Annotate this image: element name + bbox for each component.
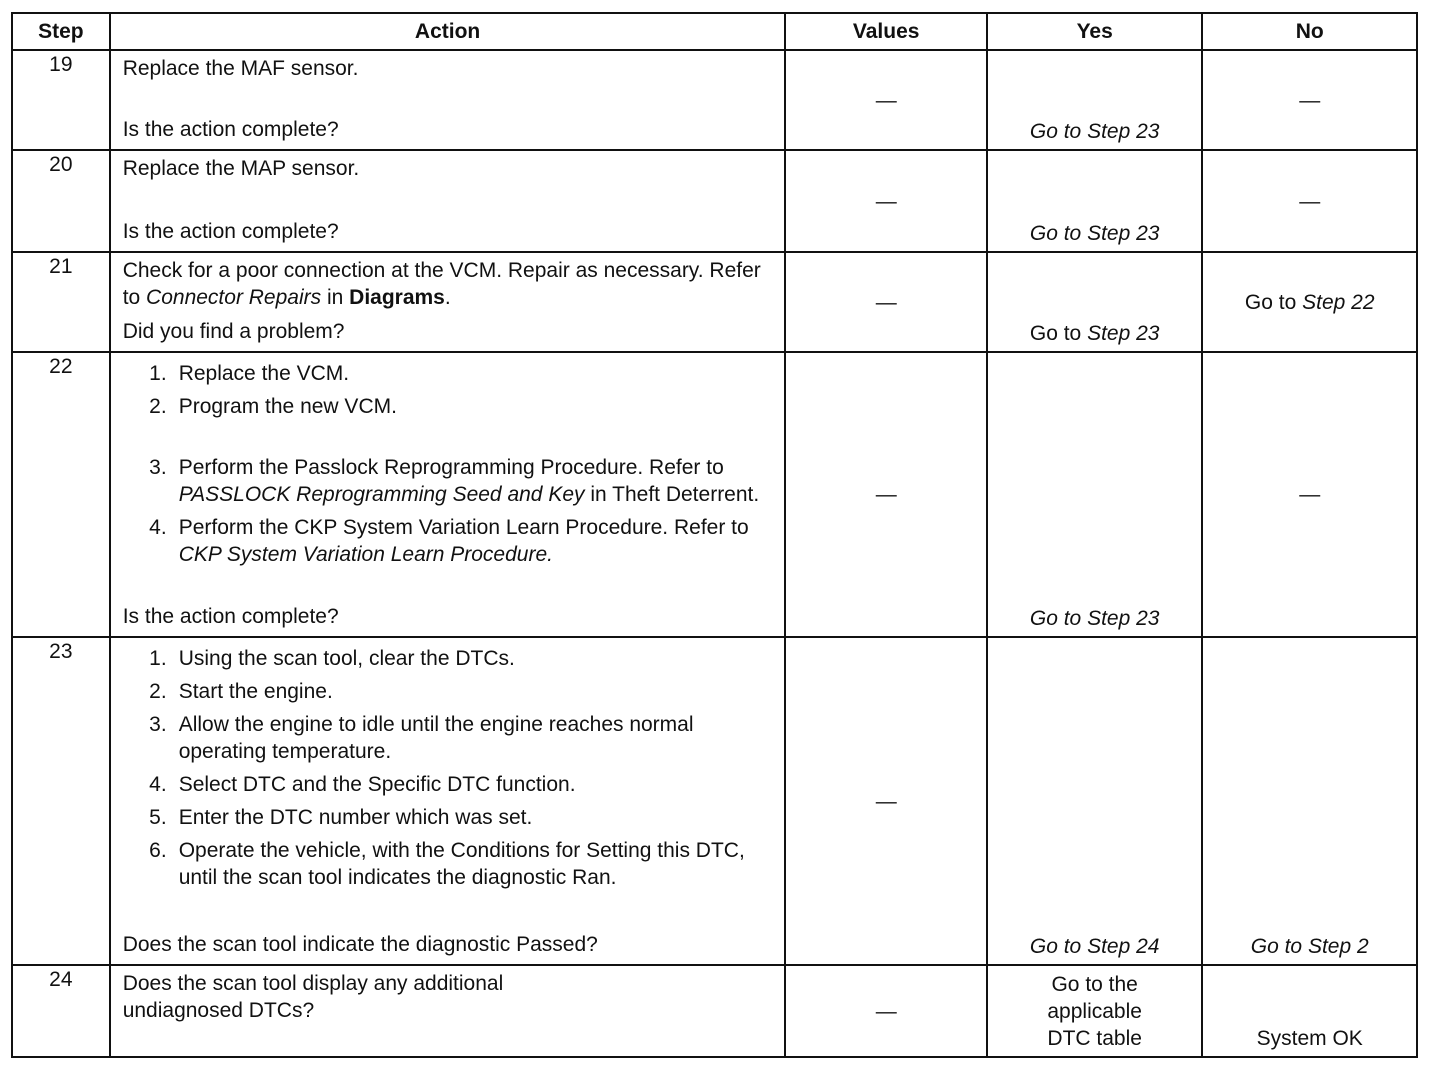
list-item bbox=[123, 454, 775, 508]
yes-goto-link[interactable]: Go to Step 23 bbox=[1029, 607, 1160, 630]
ckp-ref: CKP System Variation Learn Procedure. bbox=[178, 543, 553, 566]
table-row bbox=[12, 637, 1417, 965]
list-item bbox=[123, 771, 775, 798]
action-question: Does the scan tool display any additional undiagnosed DTCs? bbox=[122, 972, 504, 1022]
values-cell bbox=[785, 50, 986, 150]
header-values: Values bbox=[785, 13, 986, 50]
dash: — bbox=[875, 999, 897, 1023]
list-item bbox=[123, 678, 775, 705]
no-cell bbox=[1202, 352, 1417, 637]
step-number: 23 bbox=[12, 637, 110, 965]
action-cell bbox=[110, 965, 786, 1057]
yes-goto-link[interactable]: Go to Step 24 bbox=[1029, 935, 1160, 958]
list-number: 1. bbox=[149, 647, 167, 670]
list-item bbox=[123, 837, 775, 891]
dash: — bbox=[875, 189, 897, 213]
action-text-part: Check for a poor connection at the VCM. Repair as necessary. Refer to bbox=[122, 259, 761, 309]
yes-cell bbox=[987, 50, 1203, 150]
procedure-list bbox=[123, 642, 775, 897]
list-text-part: Perform the CKP System Variation Learn Procedure. Refer to bbox=[178, 516, 749, 539]
list-number: 4. bbox=[149, 516, 167, 539]
list-item bbox=[123, 711, 775, 765]
list-number: 5. bbox=[149, 806, 167, 829]
list-text: Replace the VCM. bbox=[178, 362, 350, 385]
yes-cell bbox=[987, 352, 1203, 637]
list-text: Enter the DTC number which was set. bbox=[178, 806, 533, 829]
action-text-part: in bbox=[321, 286, 350, 309]
dash: — bbox=[1299, 189, 1321, 213]
list-item bbox=[123, 645, 775, 672]
list-text: Using the scan tool, clear the DTCs. bbox=[178, 647, 515, 670]
list-item bbox=[123, 804, 775, 831]
yes-goto-link[interactable]: Go to the applicable DTC table bbox=[1047, 973, 1142, 1050]
list-text bbox=[179, 454, 775, 508]
list-text: Start the engine. bbox=[178, 680, 333, 703]
goto-prefix: Go to bbox=[1244, 290, 1303, 314]
yes-goto-link[interactable]: Go to Step 23 bbox=[1029, 222, 1160, 245]
no-cell bbox=[1202, 50, 1417, 150]
values-cell bbox=[785, 150, 986, 252]
no-goto-link[interactable]: Go to Step 2 bbox=[1250, 935, 1369, 958]
action-question: Is the action complete? bbox=[122, 605, 339, 628]
table-row bbox=[12, 965, 1417, 1057]
passlock-ref: PASSLOCK Reprogramming Seed and Key bbox=[178, 483, 585, 506]
no-result: System OK bbox=[1256, 1027, 1363, 1050]
action-question: Did you find a problem? bbox=[122, 320, 345, 343]
list-number: 1. bbox=[149, 362, 167, 385]
no-goto-link[interactable] bbox=[1245, 289, 1375, 316]
no-cell bbox=[1202, 637, 1417, 965]
list-text: Select DTC and the Specific DTC function. bbox=[178, 773, 576, 796]
no-cell bbox=[1202, 965, 1417, 1057]
step-number: 22 bbox=[12, 352, 110, 637]
goto-step: Step 23 bbox=[1087, 322, 1160, 345]
action-text: Replace the MAP sensor. bbox=[122, 157, 360, 180]
action-cell bbox=[110, 252, 786, 352]
list-number: 2. bbox=[149, 395, 167, 418]
values-cell bbox=[785, 965, 986, 1057]
header-action: Action bbox=[110, 13, 786, 50]
step-number: 24 bbox=[12, 965, 110, 1057]
dash: — bbox=[1299, 88, 1321, 112]
diagnostic-table bbox=[11, 12, 1418, 1058]
procedure-list bbox=[123, 357, 775, 574]
list-text-part: in Theft Deterrent. bbox=[584, 483, 760, 506]
table-row bbox=[12, 252, 1417, 352]
table-row bbox=[12, 150, 1417, 252]
action-cell bbox=[110, 150, 786, 252]
list-text: Operate the vehicle, with the Conditions for Setting this DTC, until the scan tool indicates the diagnostic Ran. bbox=[178, 839, 745, 889]
list-text: Program the new VCM. bbox=[178, 395, 397, 418]
diagrams-ref: Diagrams bbox=[349, 286, 445, 309]
table-row bbox=[12, 352, 1417, 637]
dash: — bbox=[1299, 483, 1321, 506]
yes-goto-link[interactable]: Go to Step 23 bbox=[1029, 120, 1160, 143]
action-text: Replace the MAF sensor. bbox=[122, 57, 359, 80]
header-no: No bbox=[1202, 13, 1417, 50]
header-step: Step bbox=[12, 13, 110, 50]
goto-step: Step 22 bbox=[1302, 290, 1375, 314]
no-cell bbox=[1202, 252, 1417, 352]
action-cell bbox=[110, 50, 786, 150]
values-cell bbox=[785, 637, 986, 965]
table-row bbox=[12, 50, 1417, 150]
list-item bbox=[123, 393, 775, 420]
dash: — bbox=[875, 88, 897, 112]
list-text: Allow the engine to idle until the engine reaches normal operating temperature. bbox=[178, 713, 694, 763]
list-number: 3. bbox=[149, 713, 167, 736]
action-question: Does the scan tool indicate the diagnostic Passed? bbox=[122, 933, 598, 956]
yes-cell bbox=[987, 965, 1203, 1057]
list-number: 3. bbox=[149, 456, 167, 479]
list-text-part: Perform the Passlock Reprogramming Procedure. Refer to bbox=[178, 456, 724, 479]
dash: — bbox=[875, 483, 897, 506]
list-number: 2. bbox=[149, 680, 167, 703]
action-question: Is the action complete? bbox=[122, 118, 339, 141]
step-number: 21 bbox=[12, 252, 110, 352]
list-number: 4. bbox=[149, 773, 167, 796]
step-number: 20 bbox=[12, 150, 110, 252]
action-cell bbox=[110, 352, 786, 637]
yes-goto-link[interactable] bbox=[1030, 320, 1160, 347]
list-number: 6. bbox=[149, 839, 167, 862]
action-text-part: . bbox=[444, 286, 451, 309]
header-yes: Yes bbox=[987, 13, 1203, 50]
goto-prefix: Go to bbox=[1029, 322, 1088, 345]
values-cell bbox=[785, 252, 986, 352]
yes-cell bbox=[987, 637, 1203, 965]
list-text bbox=[179, 514, 775, 568]
list-item bbox=[123, 360, 775, 387]
list-item bbox=[123, 514, 775, 568]
no-cell bbox=[1202, 150, 1417, 252]
connector-repairs-ref: Connector Repairs bbox=[146, 286, 322, 309]
header-row bbox=[12, 13, 1417, 50]
action-cell bbox=[110, 637, 786, 965]
yes-cell bbox=[987, 252, 1203, 352]
yes-cell bbox=[987, 150, 1203, 252]
step-number: 19 bbox=[12, 50, 110, 150]
values-cell bbox=[785, 352, 986, 637]
dash: — bbox=[875, 789, 897, 813]
action-question: Is the action complete? bbox=[122, 220, 339, 243]
dash: — bbox=[875, 290, 897, 314]
action-text bbox=[123, 257, 775, 311]
